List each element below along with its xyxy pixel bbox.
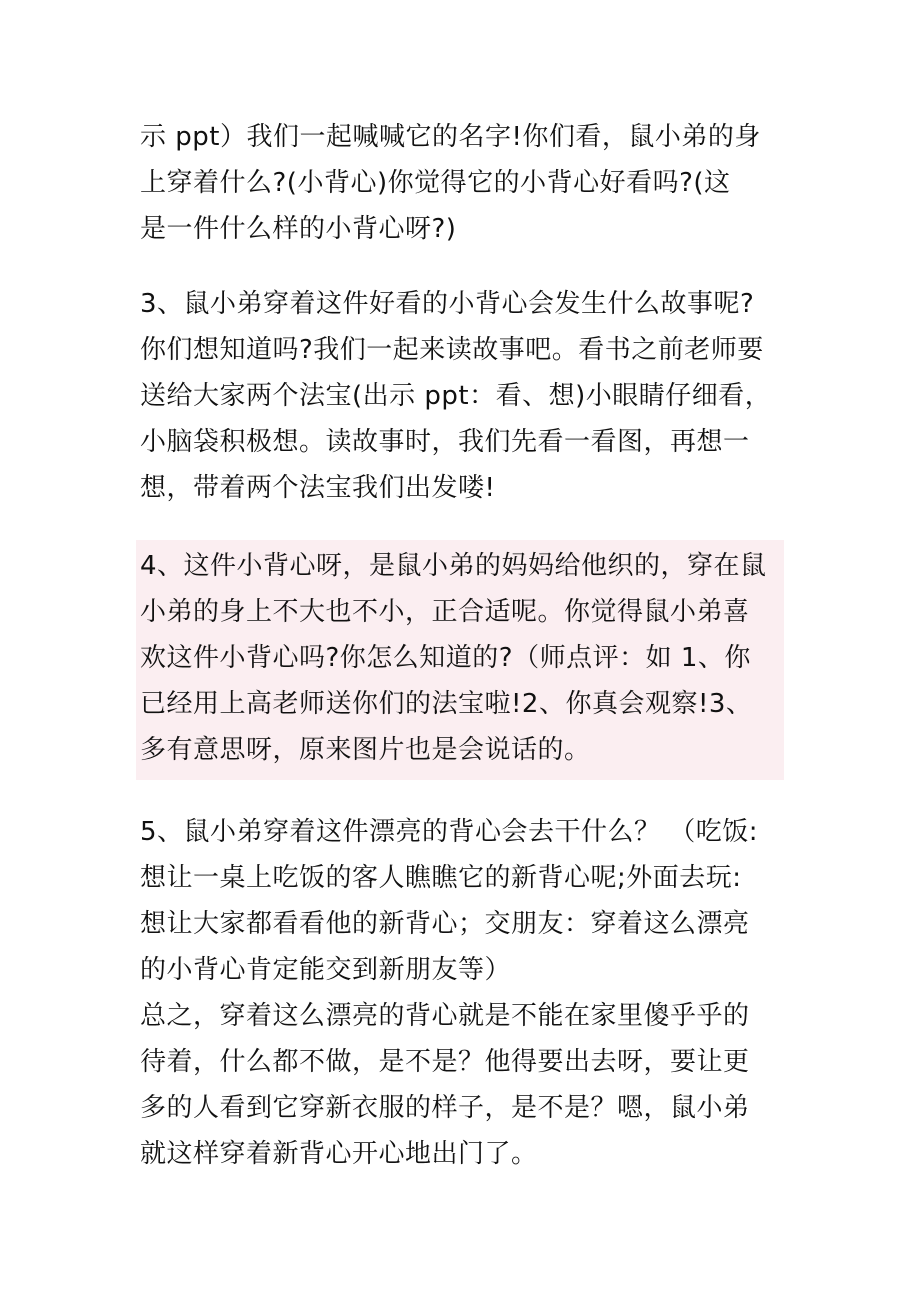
paragraph-step-4 [140, 543, 790, 773]
paragraph-intro-continued [140, 114, 790, 252]
text-line: 上穿着什么?(小背心)你觉得它的小背心好看吗?(这 [140, 168, 731, 198]
paragraph-step-3 [140, 281, 790, 511]
text-line: 总之，穿着这么漂亮的背心就是不能在家里傻乎乎的 [140, 1001, 750, 1031]
text-line: 就这样穿着新背心开心地出门了。 [140, 1139, 538, 1169]
text-line: 多有意思呀，原来图片也是会说话的。 [140, 735, 591, 765]
text-line: 想，带着两个法宝我们出发喽! [140, 473, 496, 503]
text-line: 小弟的身上不大也不小，正合适呢。你觉得鼠小弟喜 [140, 597, 750, 627]
text-line: 想让大家都看看他的新背心；交朋友：穿着这么漂亮 [140, 909, 750, 939]
text-line: 3、鼠小弟穿着这件好看的小背心会发生什么故事呢? [140, 289, 755, 319]
text-line: 多的人看到它穿新衣服的样子，是不是？嗯，鼠小弟 [140, 1093, 750, 1123]
text-line: 欢这件小背心吗?你怎么知道的?（师点评：如 1、你 [140, 643, 751, 673]
text-line: 示 ppt）我们一起喊喊它的名字!你们看，鼠小弟的身 [140, 122, 761, 152]
text-line: 想让一桌上吃饭的客人瞧瞧它的新背心呢;外面去玩: [140, 863, 742, 893]
text-line: 你们想知道吗?我们一起来读故事吧。看书之前老师要 [140, 335, 764, 365]
text-line: 是一件什么样的小背心呀?) [140, 214, 457, 244]
text-line: 5、鼠小弟穿着这件漂亮的背心会去干什么？ （吃饭: [140, 817, 759, 847]
text-line: 送给大家两个法宝(出示 ppt：看、想)小眼睛仔细看， [140, 381, 772, 411]
text-line: 已经用上高老师送你们的法宝啦!2、你真会观察!3、 [140, 689, 753, 719]
text-line: 待着，什么都不做，是不是？他得要出去呀，要让更 [140, 1047, 750, 1077]
text-line: 小脑袋积极想。读故事时，我们先看一看图，再想一 [140, 427, 750, 457]
paragraph-step-5 [140, 809, 790, 1177]
text-line: 的小背心肯定能交到新朋友等） [140, 955, 512, 985]
text-line: 4、这件小背心呀，是鼠小弟的妈妈给他织的，穿在鼠 [140, 551, 767, 581]
